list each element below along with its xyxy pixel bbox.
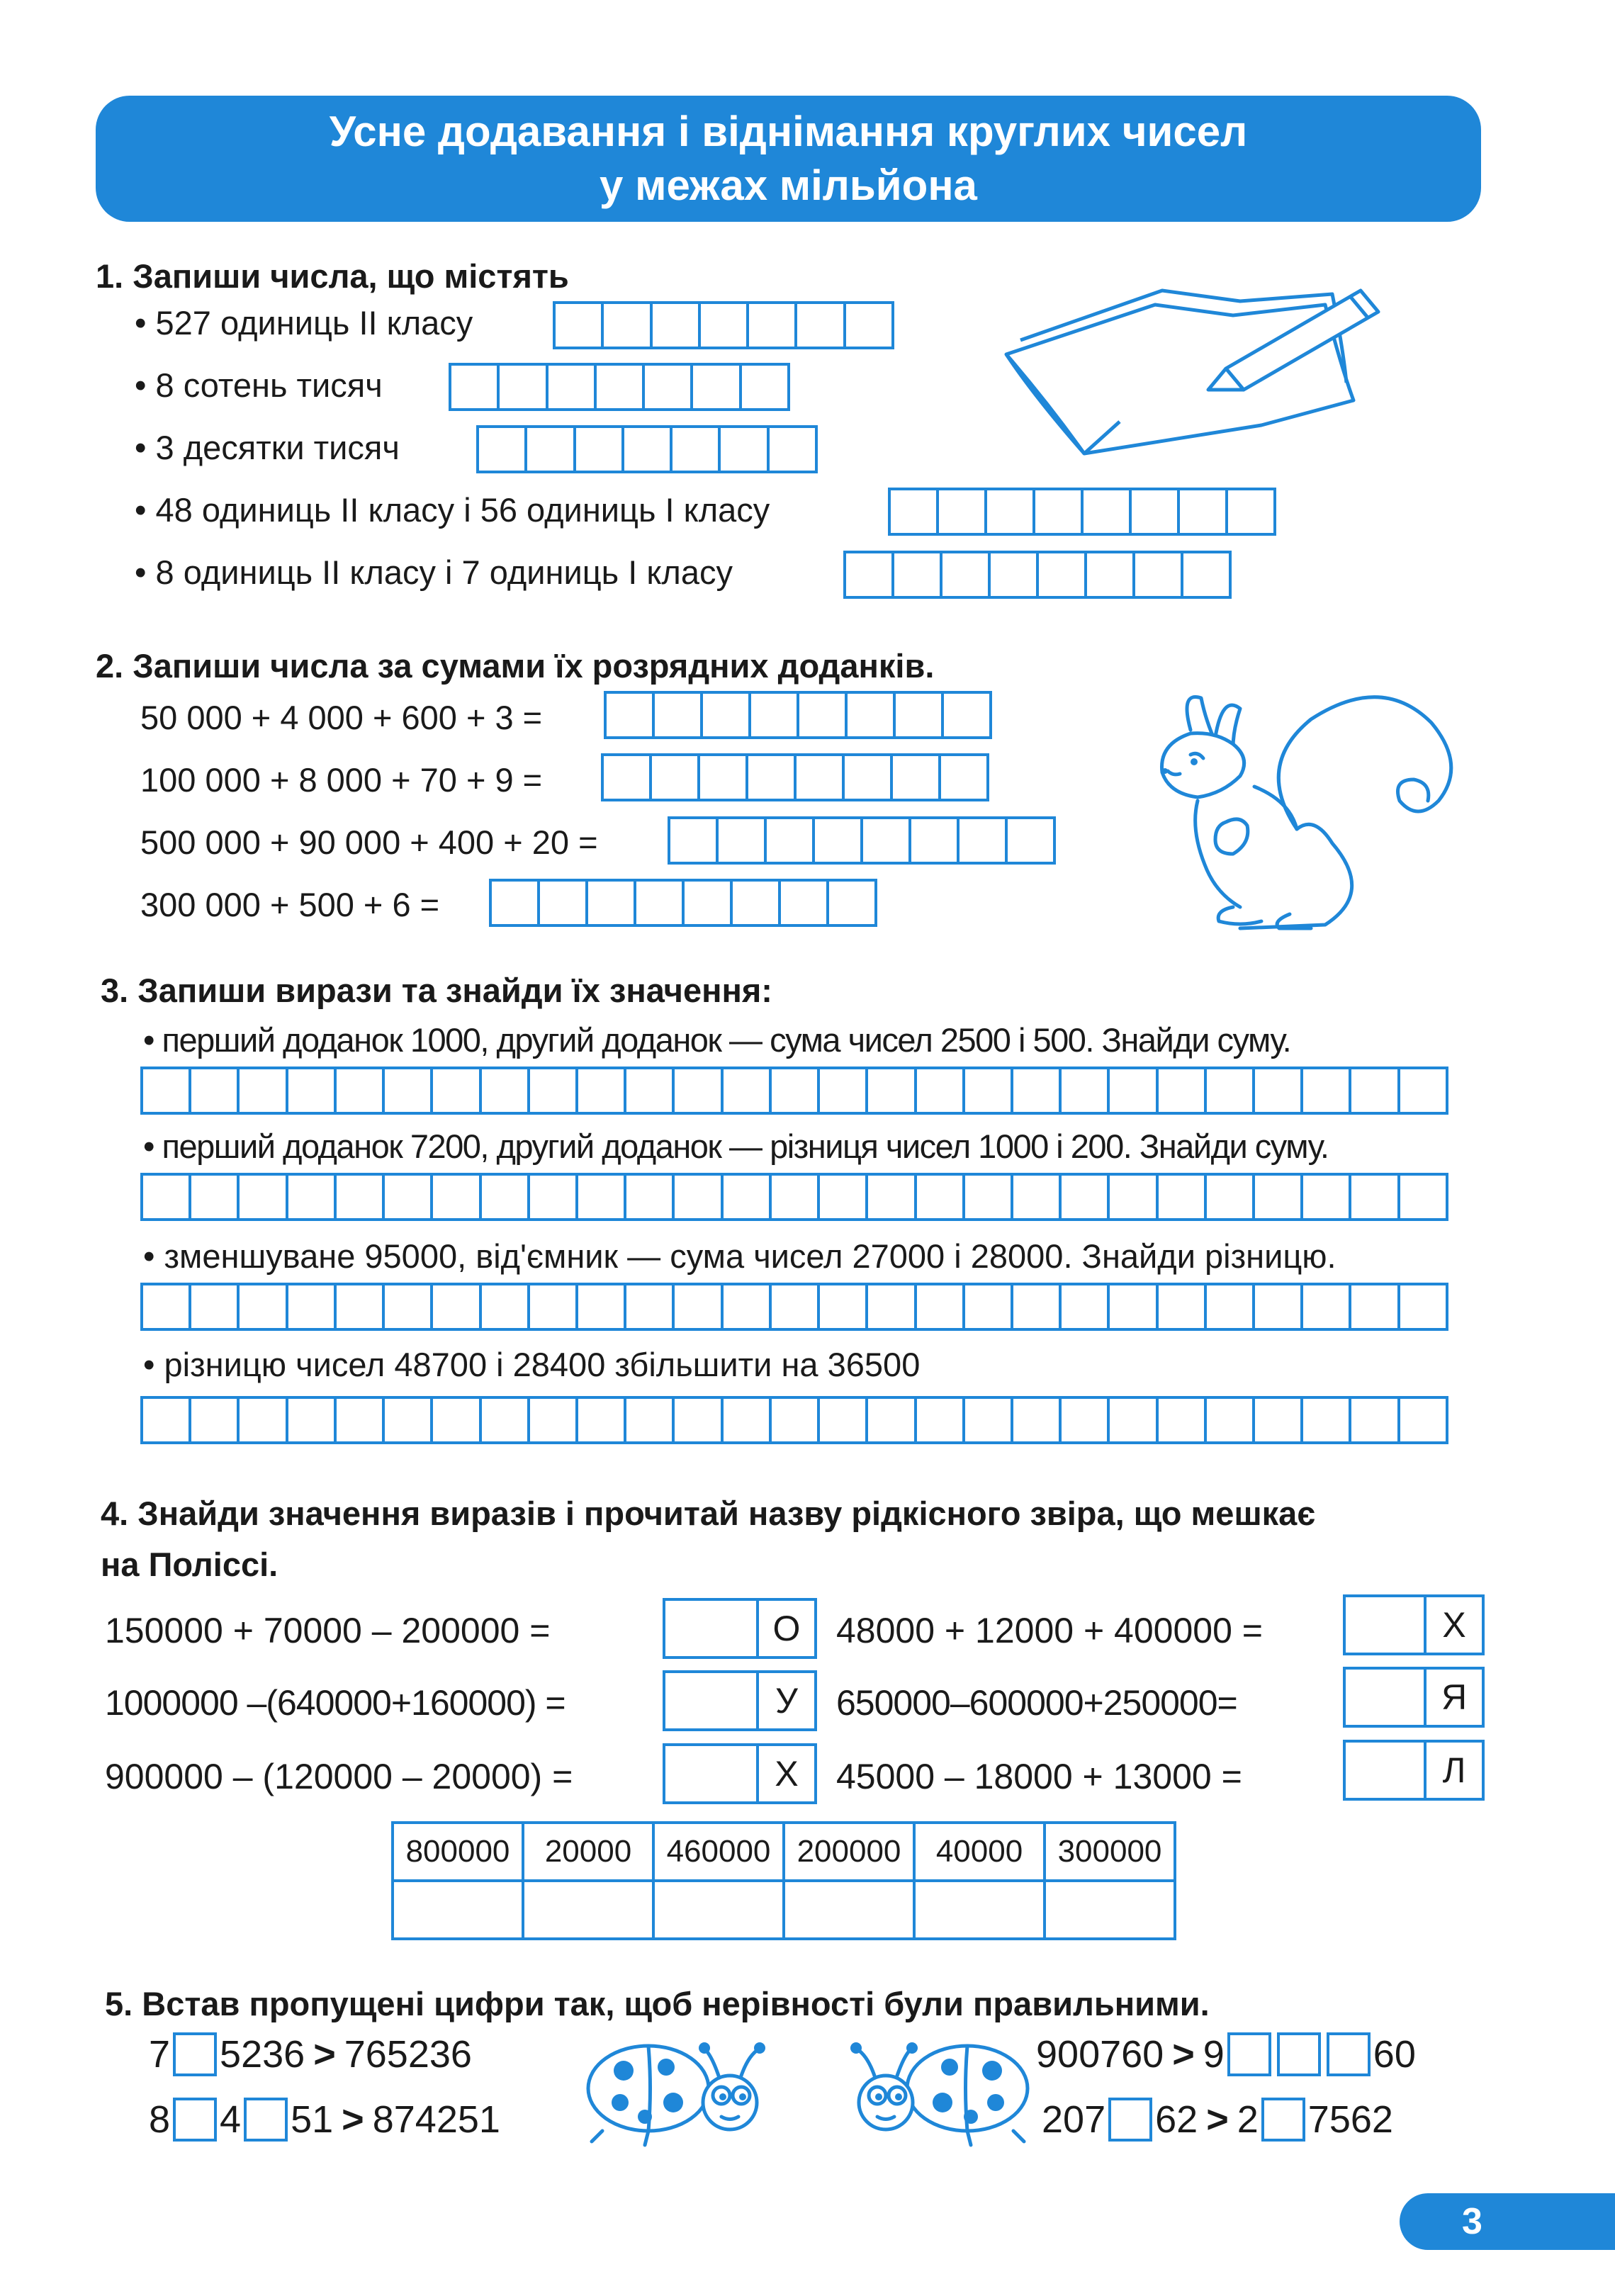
- ineq-digit: 5236: [220, 2033, 305, 2076]
- task3-item-2: • перший доданок 7200, другий доданок — різниця чисел 1000 і 200. Знайди суму.: [143, 1127, 1329, 1165]
- task4-answer-box-right-2[interactable]: [1343, 1667, 1485, 1728]
- task2-answer-cells-4[interactable]: [489, 879, 877, 927]
- task3-answer-cells-1[interactable]: [140, 1067, 1448, 1115]
- answer-blank[interactable]: [665, 1746, 756, 1801]
- answer-value-cell: 20000: [523, 1823, 653, 1881]
- task3-item-1: • перший доданок 1000, другий доданок — сума чисел 2500 і 500. Знайди суму.: [143, 1021, 1291, 1059]
- task4-answer-table: [391, 1821, 1176, 1940]
- answer-blank[interactable]: [1346, 1743, 1424, 1798]
- ineq-digit: 9: [1203, 2033, 1225, 2076]
- task1-item-3: • 3 десятки тисяч: [135, 429, 400, 466]
- task5-inequality-3: [1036, 2032, 1416, 2076]
- task2-expr-3: 500 000 + 90 000 + 400 + 20 =: [140, 823, 598, 861]
- task2-answer-cells-1[interactable]: [604, 691, 992, 739]
- ladybugs-illustration: [581, 2028, 1035, 2149]
- digit-input-box[interactable]: [1227, 2032, 1271, 2076]
- title-line-2: у межах мільйона: [600, 162, 977, 209]
- task4-expr-left-1: 150000 + 70000 – 200000 =: [105, 1611, 551, 1650]
- task3-title: 3. Запиши вирази та знайди їх значення:: [101, 972, 772, 1009]
- digit-input-box[interactable]: [173, 2098, 217, 2142]
- task2-expr-2: 100 000 + 8 000 + 70 + 9 =: [140, 761, 543, 799]
- task1-answer-cells-2[interactable]: [449, 363, 790, 411]
- answer-blank[interactable]: [1346, 1670, 1424, 1725]
- answer-letter-cell[interactable]: [653, 1881, 784, 1939]
- task1-title: 1. Запиши числа, що містять: [96, 257, 569, 295]
- ineq-number: 874251: [372, 2098, 500, 2141]
- ineq-number: 7562: [1307, 2098, 1393, 2141]
- task4-answer-box-left-1[interactable]: [663, 1598, 817, 1659]
- ineq-sign: >: [313, 2033, 336, 2076]
- task4-expr-right-1: 48000 + 12000 + 400000 =: [836, 1611, 1263, 1650]
- ineq-digit: 62: [1155, 2098, 1198, 2141]
- ineq-number: 900760: [1036, 2033, 1164, 2076]
- ineq-sign: >: [1206, 2098, 1229, 2141]
- task1-item-5: • 8 одиниць ІІ класу і 7 одиниць І класу: [135, 553, 733, 591]
- digit-input-box[interactable]: [1327, 2032, 1371, 2076]
- answer-blank[interactable]: [665, 1673, 756, 1728]
- answer-letter-cell[interactable]: [784, 1881, 914, 1939]
- task4-answer-box-right-1[interactable]: [1343, 1594, 1485, 1655]
- task3-item-4: • різницю чисел 48700 і 28400 збільшити на 36500: [143, 1346, 921, 1383]
- task4-expr-left-3: 900000 – (120000 – 20000) =: [105, 1757, 573, 1796]
- task2-expr-4: 300 000 + 500 + 6 =: [140, 886, 440, 923]
- task5-inequality-1: [149, 2032, 472, 2076]
- page-number: 3: [1400, 2193, 1615, 2250]
- task5-inequality-4: [1042, 2098, 1393, 2142]
- task4-expr-right-3: 45000 – 18000 + 13000 =: [836, 1757, 1242, 1796]
- answer-blank[interactable]: [665, 1601, 756, 1656]
- task3-item-3: • зменшуване 95000, від'ємник — сума чисел 27000 і 28000. Знайди різницю.: [143, 1237, 1337, 1275]
- ineq-digit: 8: [149, 2098, 171, 2141]
- task2-expr-1: 50 000 + 4 000 + 600 + 3 =: [140, 699, 543, 736]
- ineq-digit: 7: [149, 2033, 171, 2076]
- ineq-number: 207: [1042, 2098, 1106, 2141]
- task2-answer-cells-2[interactable]: [601, 753, 989, 801]
- task4-answer-box-right-3[interactable]: [1343, 1740, 1485, 1801]
- task1-item-2: • 8 сотень тисяч: [135, 366, 383, 404]
- answer-letter: Х: [756, 1746, 814, 1801]
- digit-input-box[interactable]: [1108, 2098, 1152, 2142]
- task4-title-line-1: 4. Знайди значення виразів і прочитай назву рідкісного звіра, що мешкає: [101, 1495, 1316, 1532]
- answer-letter-cell[interactable]: [1045, 1881, 1175, 1939]
- answer-blank[interactable]: [1346, 1597, 1424, 1653]
- paper-pencil-illustration: [992, 276, 1396, 468]
- ineq-digit: 2: [1237, 2098, 1259, 2141]
- task4-expr-left-2: 1000000 –(640000+160000) =: [105, 1683, 565, 1723]
- task5-title: 5. Встав пропущені цифри так, щоб нерівності були правильними.: [105, 1985, 1210, 2022]
- digit-input-box[interactable]: [1277, 2032, 1321, 2076]
- task2-title: 2. Запиши числа за сумами їх розрядних доданків.: [96, 647, 935, 685]
- task1-item-1: • 527 одиниць ІІ класу: [135, 304, 473, 342]
- title-line-1: Усне додавання і віднімання круглих чисел: [329, 108, 1248, 155]
- task3-answer-cells-3[interactable]: [140, 1283, 1448, 1331]
- answer-letters-row: [393, 1881, 1175, 1939]
- answer-values-row: [393, 1823, 1175, 1881]
- task3-answer-cells-2[interactable]: [140, 1173, 1448, 1221]
- answer-value-cell: 460000: [653, 1823, 784, 1881]
- answer-letter: Л: [1424, 1743, 1482, 1798]
- answer-letter: Я: [1424, 1670, 1482, 1725]
- digit-input-box[interactable]: [1261, 2098, 1305, 2142]
- answer-value-cell: 40000: [914, 1823, 1045, 1881]
- answer-value-cell: 300000: [1045, 1823, 1175, 1881]
- task1-answer-cells-4[interactable]: [888, 488, 1276, 536]
- digit-input-box[interactable]: [244, 2098, 288, 2142]
- digit-input-box[interactable]: [173, 2032, 217, 2076]
- ineq-digit: 4: [220, 2098, 242, 2141]
- ineq-sign: >: [342, 2098, 364, 2141]
- answer-letter: О: [756, 1601, 814, 1656]
- answer-value-cell: 800000: [393, 1823, 523, 1881]
- task1-item-4: • 48 одиниць ІІ класу і 56 одиниць І класу: [135, 491, 770, 529]
- task4-answer-box-left-2[interactable]: [663, 1670, 817, 1731]
- squirrel-illustration: [1148, 680, 1481, 942]
- task5-inequality-2: [149, 2098, 500, 2142]
- ineq-sign: >: [1172, 2033, 1195, 2076]
- answer-letter-cell[interactable]: [393, 1881, 523, 1939]
- task1-answer-cells-3[interactable]: [476, 425, 818, 473]
- task4-answer-box-left-3[interactable]: [663, 1743, 817, 1804]
- answer-letter: У: [756, 1673, 814, 1728]
- ineq-number: 765236: [344, 2033, 472, 2076]
- task1-answer-cells-5[interactable]: [843, 551, 1232, 599]
- task4-title-line-2: на Поліссі.: [101, 1546, 278, 1583]
- task2-answer-cells-3[interactable]: [668, 816, 1056, 865]
- title-banner: [96, 96, 1481, 222]
- task3-answer-cells-4[interactable]: [140, 1396, 1448, 1444]
- answer-letter-cell[interactable]: [523, 1881, 653, 1939]
- task1-answer-cells-1[interactable]: [553, 301, 894, 349]
- answer-value-cell: 200000: [784, 1823, 914, 1881]
- task4-expr-right-2: 650000–600000+250000=: [836, 1683, 1237, 1723]
- answer-letter-cell[interactable]: [914, 1881, 1045, 1939]
- ineq-digit: 60: [1373, 2033, 1416, 2076]
- ineq-digit: 51: [291, 2098, 334, 2141]
- answer-letter: Х: [1424, 1597, 1482, 1653]
